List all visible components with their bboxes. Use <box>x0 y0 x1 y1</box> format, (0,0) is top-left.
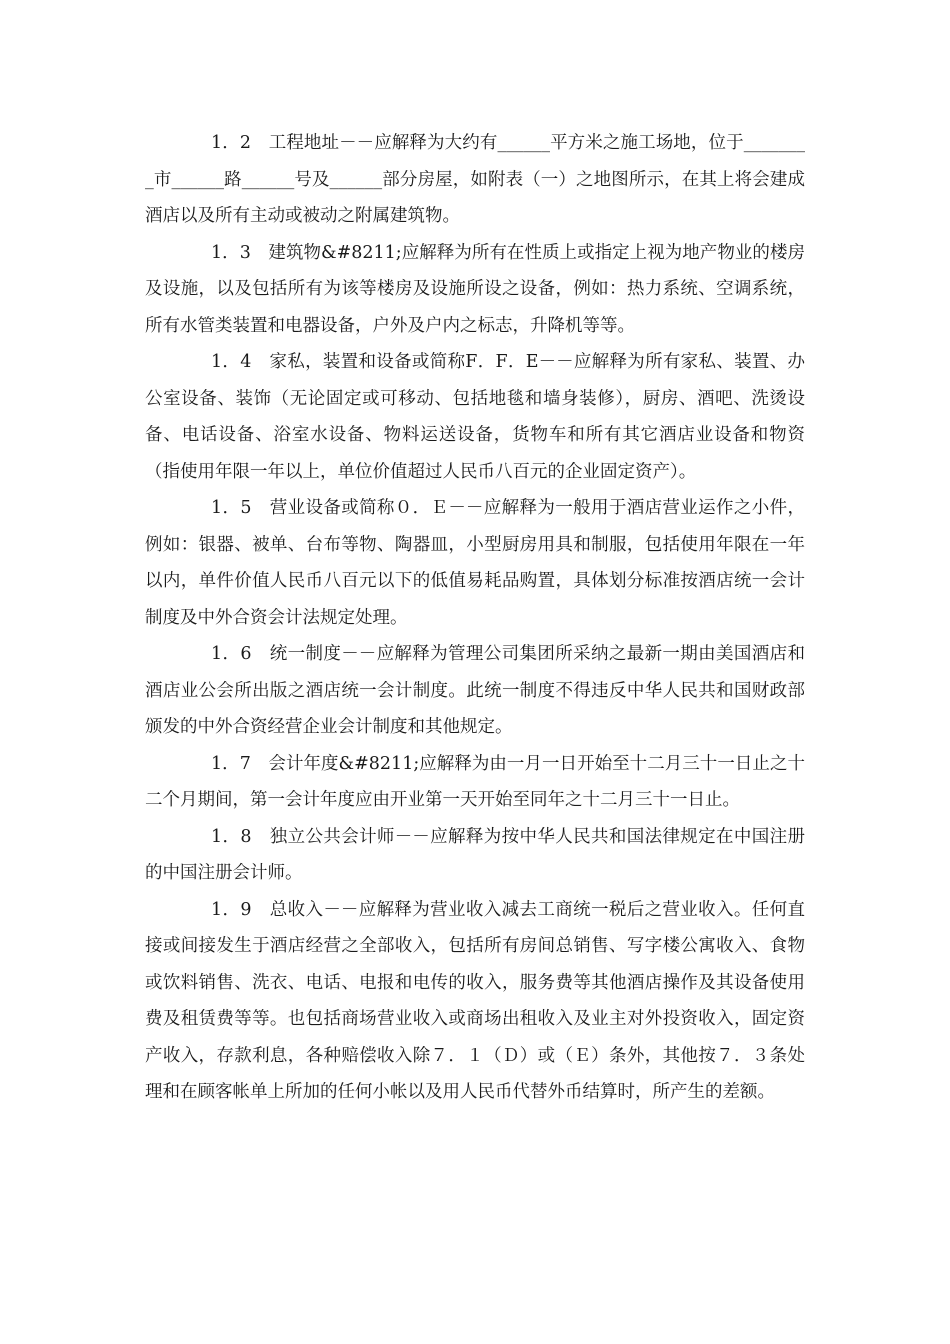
clause-1-4: 1．4 家私，装置和设备或简称F．F．E－－应解释为所有家私、装置、办公室设备、装饰（无论固定或可移动、包括地毯和墙身装修），厨房、酒吧、洗烫设备、电话设备、浴室水设备、物料运送设备，货物车和所有其它酒店业设备和物资（指使用年限一年以上，单位价值超过人民币八百元的企业固定资产）。 <box>145 352 805 482</box>
clause-1-2: 1．2 工程地址－－应解释为大约有______平方米之施工场地，位于________市______路______号及______部分房屋，如附表（一）之地图所示，在其上将会建成酒店以及所有主动或被动之附属建筑物。 <box>145 133 805 226</box>
clause-1-7: 1．7 会计年度&#8211;应解释为由一月一日开始至十二月三十一日止之十二个月期间，第一会计年度应由开业第一天开始至同年之十二月三十一日止。 <box>145 753 805 810</box>
clause-1-9: 1．9 总收入－－应解释为营业收入减去工商统一税后之营业收入。任何直接或间接发生于酒店经营之全部收入，包括所有房间总销售、写字楼公寓收入、食物或饮料销售、洗衣、电话、电报和电传的收入，服务费等其他酒店操作及其设备使用费及租赁费等等。也包括商场营业收入或商场出租收入及业主对外投资收入，固定资产收入，存款利息，各种赔偿收入除７．１（Ｄ）或（Ｅ）条外，其他按７．３条处理和在顾客帐单上所加的任何小帐以及用人民币代替外币结算时，所产生的差额。 <box>145 899 805 1102</box>
clause-1-5: 1．5 营业设备或简称０．Ｅ－－应解释为一般用于酒店营业运作之小件，例如：银器、被单、台布等物、陶器皿，小型厨房用具和制服，包括使用年限在一年以内，单件价值人民币八百元以下的低值易耗品购置，具体划分标准按酒店统一会计制度及中外合资会计法规定处理。 <box>145 498 805 628</box>
clause-1-3: 1．3 建筑物&#8211;应解释为所有在性质上或指定上视为地产物业的楼房及设施，以及包括所有为该等楼房及设施所设之设备，例如：热力系统、空调系统，所有水管类装置和电器设备，户外及户内之标志，升降机等等。 <box>145 242 805 336</box>
clause-1-8: 1．8 独立公共会计师－－应解释为按中华人民共和国法律规定在中国注册的中国注册会计师。 <box>145 826 805 883</box>
document-body <box>145 125 805 1111</box>
clause-1-6: 1．6 统一制度－－应解释为管理公司集团所采纳之最新一期由美国酒店和酒店业公会所出版之酒店统一会计制度。此统一制度不得违反中华人民共和国财政部颁发的中外合资经营企业会计制度和其他规定。 <box>145 644 805 737</box>
